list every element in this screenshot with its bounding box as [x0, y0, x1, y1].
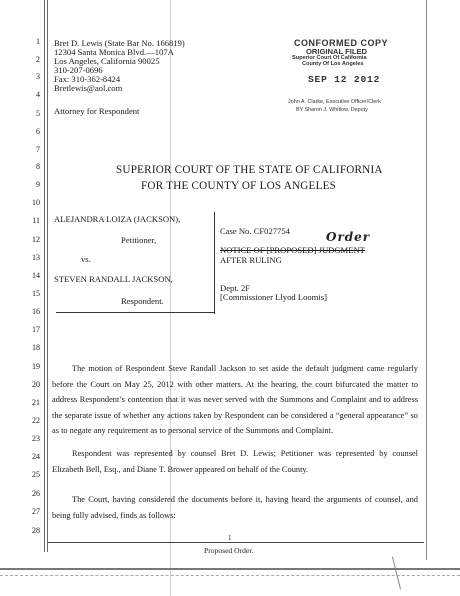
line-number: 8	[36, 162, 40, 171]
court-title: SUPERIOR COURT OF THE STATE OF CALIFORNIA	[116, 164, 383, 176]
line-number: 16	[32, 307, 40, 316]
line-number: 12	[32, 235, 40, 244]
line-number: 23	[32, 434, 40, 443]
line-number: 15	[32, 289, 40, 298]
left-margin-rule-inner	[47, 0, 48, 552]
footer-label: Proposed Order.	[204, 546, 254, 555]
line-number: 22	[32, 416, 40, 425]
line-number: 9	[36, 180, 40, 189]
county-title: FOR THE COUNTY OF LOS ANGELES	[141, 180, 337, 192]
line-number: 13	[32, 253, 40, 262]
line-number: 18	[32, 343, 40, 352]
respondent-role: Respondent.	[121, 296, 164, 306]
clerk-stamp: John A. Clarke, Executive Officer/Clerk	[288, 99, 381, 105]
line-number: 4	[36, 90, 40, 99]
line-number: 5	[36, 109, 40, 118]
filed-date-stamp: SEP 12 2012	[308, 74, 381, 85]
petitioner-role: Petitioner,	[121, 235, 157, 245]
petitioner-name: ALEJANDRA LOIZA (JACKSON),	[54, 214, 181, 224]
attorney-fax: Fax: 310-362-8424	[54, 74, 121, 84]
respondent-name: STEVEN RANDALL JACKSON,	[54, 274, 173, 284]
caption-divider	[214, 212, 215, 314]
department: Dept. 2F	[220, 283, 251, 293]
line-number: 2	[36, 55, 40, 64]
conformed-copy-stamp: CONFORMED COPY	[294, 38, 389, 48]
pen-mark	[392, 556, 402, 589]
attorney-name: Bret D. Lewis (State Bar No. 166819)	[54, 38, 185, 48]
deputy-stamp: BY Sharon J. Whitlow, Deputy	[296, 107, 368, 113]
line-number: 25	[32, 470, 40, 479]
case-number: Case No. CF027754	[220, 226, 290, 236]
line-number: 17	[32, 325, 40, 334]
left-margin-rule	[44, 0, 45, 552]
line-number: 1	[36, 37, 40, 46]
paragraph-motion: The motion of Respondent Steve Randall Jackson to set aside the default judgment came regularly before the Court on May 25, 2012 with other matters. At the hearing, the court bifurcated the matter to address Respondent’s contention that it was never served with the Summons and Complaint and to address the separate issue of whether any actions taken by Respondent can be considered a “general appearance” so as to negate any requirement as to personal service of the Summons and Complaint.	[52, 364, 418, 436]
paragraph-findings: The Court, having considered the documents before it, having heard the arguments of counsel, and being fully advised, finds as follows:	[52, 495, 418, 520]
line-number: 20	[32, 380, 40, 389]
attorney-role: Attorney for Respondent	[54, 106, 140, 116]
page-number: 1	[228, 534, 232, 542]
attorney-phone: 310-207-0696	[54, 65, 103, 75]
line-number: 14	[32, 271, 40, 280]
document-title: AFTER RULING	[220, 255, 282, 265]
court-name-stamp: Superior Court Of California	[292, 55, 367, 61]
line-number: 27	[32, 507, 40, 516]
versus-label: vs.	[81, 254, 91, 264]
line-number: 7	[36, 145, 40, 154]
line-number: 26	[32, 489, 40, 498]
original-filed-stamp: ORIGINAL FILED	[306, 47, 368, 56]
footer-rule	[48, 542, 424, 543]
paragraph-counsel: Respondent was represented by counsel Bret D. Lewis; Petitioner was represented by counsel Elizabeth Bell, Esq., and Diane T. Brower appeared on behalf of the County.	[52, 449, 418, 474]
scan-edge-dashed	[0, 575, 460, 576]
line-number: 21	[32, 398, 40, 407]
attorney-city: Los Angeles, California 90025	[54, 56, 160, 66]
handwritten-correction: Order	[326, 230, 371, 244]
line-number: 28	[32, 526, 40, 535]
county-stamp: County Of Los Angeles	[302, 61, 364, 67]
line-number: 6	[36, 127, 40, 136]
line-number: 11	[32, 216, 40, 225]
caption-bottom-rule	[56, 312, 214, 313]
scan-edge	[0, 568, 460, 570]
line-number: 19	[32, 362, 40, 371]
struck-document-title: NOTICE OF [PROPOSED] JUDGMENT	[220, 245, 365, 255]
attorney-address: 12304 Santa Monica Blvd.—107A	[54, 47, 174, 57]
right-margin-rule	[426, 0, 427, 560]
attorney-email: Bretlewis@aol.com	[54, 83, 123, 93]
line-number: 3	[36, 72, 40, 81]
line-number: 10	[32, 198, 40, 207]
commissioner: [Commissioner Llyod Loomis]	[220, 292, 327, 302]
line-number: 24	[32, 452, 40, 461]
